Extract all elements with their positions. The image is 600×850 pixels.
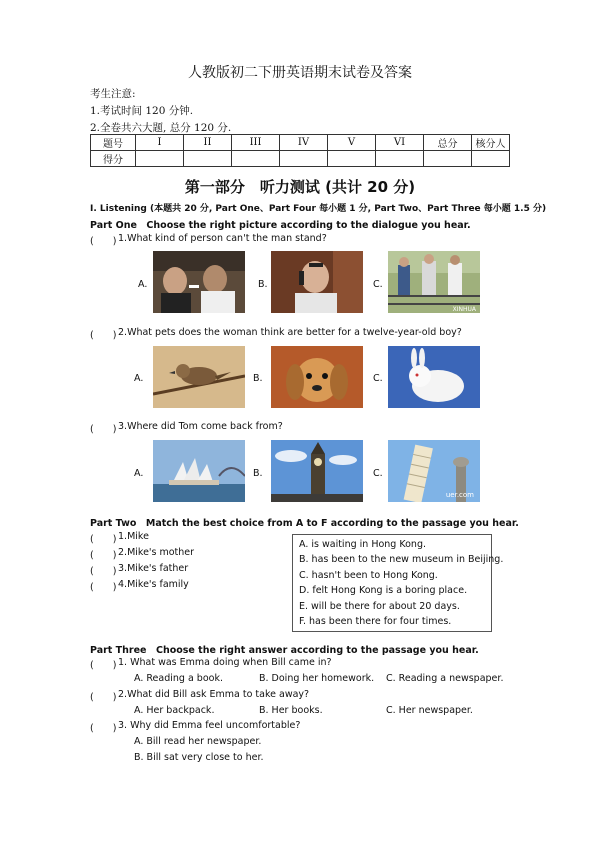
match-item: 4.Mike's family [118,579,189,590]
score-input-cell[interactable] [280,151,328,167]
smoking-men-image[interactable] [153,251,245,313]
score-table [90,134,510,167]
section-title: I. Listening (本题共 20 分, Part One、Part Four 每小题 1 分, Part Two、Part Three 每小题 1.5 分) [90,204,547,214]
option-label: B. [253,468,263,479]
note-item: 2.全卷共六大题, 总分 120 分. [90,122,232,134]
answer-blank[interactable]: ( ) [90,424,117,435]
notes-heading: 考生注意: [90,88,136,100]
option-label: A. [134,468,144,479]
answer-option[interactable]: A. Bill read her newspaper. [134,736,262,747]
phone-man-image[interactable] [271,251,363,313]
puppy-image[interactable] [271,346,363,408]
score-header-cell: IV [280,135,328,151]
score-header-cell: VI [376,135,424,151]
answer-blank[interactable]: ( ) [90,582,117,593]
answer-option[interactable]: A. Reading a book. [134,673,223,684]
match-item: 3.Mike's father [118,563,189,574]
answer-blank[interactable]: ( ) [90,566,117,577]
answer-option[interactable]: A. Her backpack. [134,705,215,716]
choice-item: E. will be there for about 20 days. [299,601,460,612]
score-header-cell: I [136,135,184,151]
part-one-instruction: Part One Choose the right picture according to the dialogue you hear. [90,220,471,231]
choice-item: A. is waiting in Hong Kong. [299,539,426,550]
page-title: 人教版初二下册英语期末试卷及答案 [188,65,412,81]
score-input-cell[interactable] [376,151,424,167]
choice-item: C. hasn't been to Hong Kong. [299,570,438,581]
score-input-cell[interactable] [136,151,184,167]
answer-blank[interactable]: ( ) [90,692,117,703]
option-label: A. [134,373,144,384]
score-header-cell: II [184,135,232,151]
score-table-header-row [91,135,510,151]
score-input-cell[interactable] [424,151,472,167]
question-text: 2.What pets does the woman think are better for a twelve-year-old boy? [118,327,462,338]
answer-option[interactable]: B. Bill sat very close to her. [134,752,264,763]
score-input-cell[interactable] [328,151,376,167]
score-header-cell: 题号 [91,135,136,151]
answer-blank[interactable]: ( ) [90,723,117,734]
answer-option[interactable]: B. Her books. [259,705,323,716]
leaning-tower-image[interactable] [388,440,480,502]
bird-image[interactable] [153,346,245,408]
question-text: 1. What was Emma doing when Bill came in? [118,657,332,668]
option-label: A. [138,279,148,290]
part-three-instruction: Part Three Choose the right answer according to the passage you hear. [90,645,479,656]
score-header-cell: V [328,135,376,151]
image-watermark: uer.com [445,491,474,499]
part-one-heading: 第一部分 听力测试 (共计 20 分) [184,178,416,196]
question-text: 1.What kind of person can't the man stand? [118,233,327,244]
answer-option[interactable]: C. Reading a newspaper. [386,673,504,684]
sydney-opera-house-image[interactable] [153,440,245,502]
score-table-row [91,151,510,167]
option-label: C. [373,468,383,479]
choice-item: B. has been to the new museum in Beijing. [299,554,504,565]
score-header-cell: 总分 [424,135,472,151]
answer-blank[interactable]: ( ) [90,330,117,341]
answer-option[interactable]: C. Her newspaper. [386,705,473,716]
score-input-cell[interactable] [184,151,232,167]
crowd-fence-image[interactable] [388,251,480,313]
note-item: 1.考试时间 120 分钟. [90,105,194,117]
option-label: B. [258,279,268,290]
question-text: 2.What did Bill ask Emma to take away? [118,689,310,700]
big-ben-image[interactable] [271,440,363,502]
choice-item: F. has been there for four times. [299,616,452,627]
answer-blank[interactable]: ( ) [90,550,117,561]
match-item: 1.Mike [118,531,149,542]
option-label: B. [253,373,263,384]
rabbit-image[interactable] [388,346,480,408]
score-header-cell: 核分人 [472,135,510,151]
part-two-instruction: Part Two Match the best choice from A to F according to the passage you hear. [90,518,519,529]
question-text: 3.Where did Tom come back from? [118,421,283,432]
match-item: 2.Mike's mother [118,547,195,558]
answer-blank[interactable]: ( ) [90,236,117,247]
choice-item: D. felt Hong Kong is a boring place. [299,585,468,596]
score-input-cell[interactable] [232,151,280,167]
answer-blank[interactable]: ( ) [90,660,117,671]
option-label: C. [373,373,383,384]
option-label: C. [373,279,383,290]
answer-option[interactable]: B. Doing her homework. [259,673,375,684]
score-input-cell[interactable] [472,151,510,167]
image-watermark: XINHUA [452,306,476,313]
score-header-cell: III [232,135,280,151]
question-text: 3. Why did Emma feel uncomfortable? [118,720,301,731]
answer-blank[interactable]: ( ) [90,534,117,545]
choices-box [292,534,504,632]
score-row-label: 得分 [91,151,136,167]
